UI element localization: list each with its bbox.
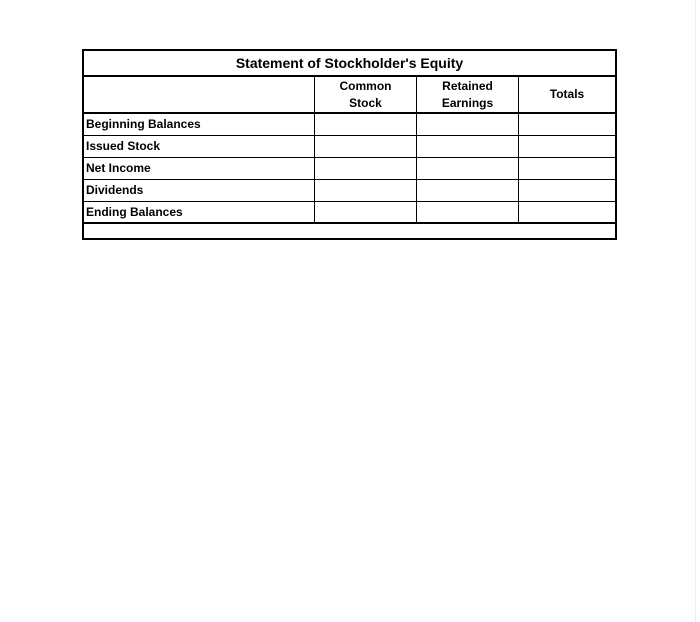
cell-issued-retained-earnings (416, 136, 518, 157)
row-label-net-income: Net Income (86, 161, 151, 175)
page-edge-shadow (695, 0, 696, 622)
header-common-stock-line1: Common (339, 79, 392, 93)
cell-issued-totals (518, 136, 615, 157)
cell-net-income-totals (518, 158, 615, 179)
statement-title: Statement of Stockholder's Equity (235, 55, 464, 71)
table-row (84, 114, 615, 136)
cell-ending-common-stock (314, 202, 416, 223)
header-retained-earnings-line2: Earnings (441, 96, 494, 110)
header-common-stock-line2: Stock (349, 96, 382, 110)
row-label-dividends: Dividends (86, 183, 144, 197)
table-row (84, 136, 615, 158)
cell-beginning-totals (518, 114, 615, 135)
header-common-stock (314, 77, 416, 112)
statement-body (84, 114, 615, 224)
header-retained-earnings-line1: Retained (442, 79, 493, 93)
cell-net-income-retained-earnings (416, 158, 518, 179)
row-label-issued-stock: Issued Stock (86, 139, 161, 153)
table-row (84, 202, 615, 224)
cell-beginning-common-stock (314, 114, 416, 135)
table-row (84, 180, 615, 202)
cell-dividends-common-stock (314, 180, 416, 201)
stockholders-equity-table (82, 49, 617, 240)
row-label-ending-balances: Ending Balances (86, 205, 183, 219)
header-retained-earnings (416, 77, 518, 112)
cell-dividends-totals (518, 180, 615, 201)
table-row (84, 158, 615, 180)
header-totals: Totals (518, 77, 615, 112)
column-header-row (84, 77, 615, 114)
cell-ending-retained-earnings (416, 202, 518, 223)
cell-net-income-common-stock (314, 158, 416, 179)
cell-ending-totals (518, 202, 615, 223)
cell-issued-common-stock (314, 136, 416, 157)
cell-beginning-retained-earnings (416, 114, 518, 135)
cell-dividends-retained-earnings (416, 180, 518, 201)
footer-blank-row (84, 223, 615, 238)
row-label-beginning-balances: Beginning Balances (86, 117, 201, 131)
header-label-spacer (84, 77, 314, 112)
title-row (84, 51, 615, 77)
